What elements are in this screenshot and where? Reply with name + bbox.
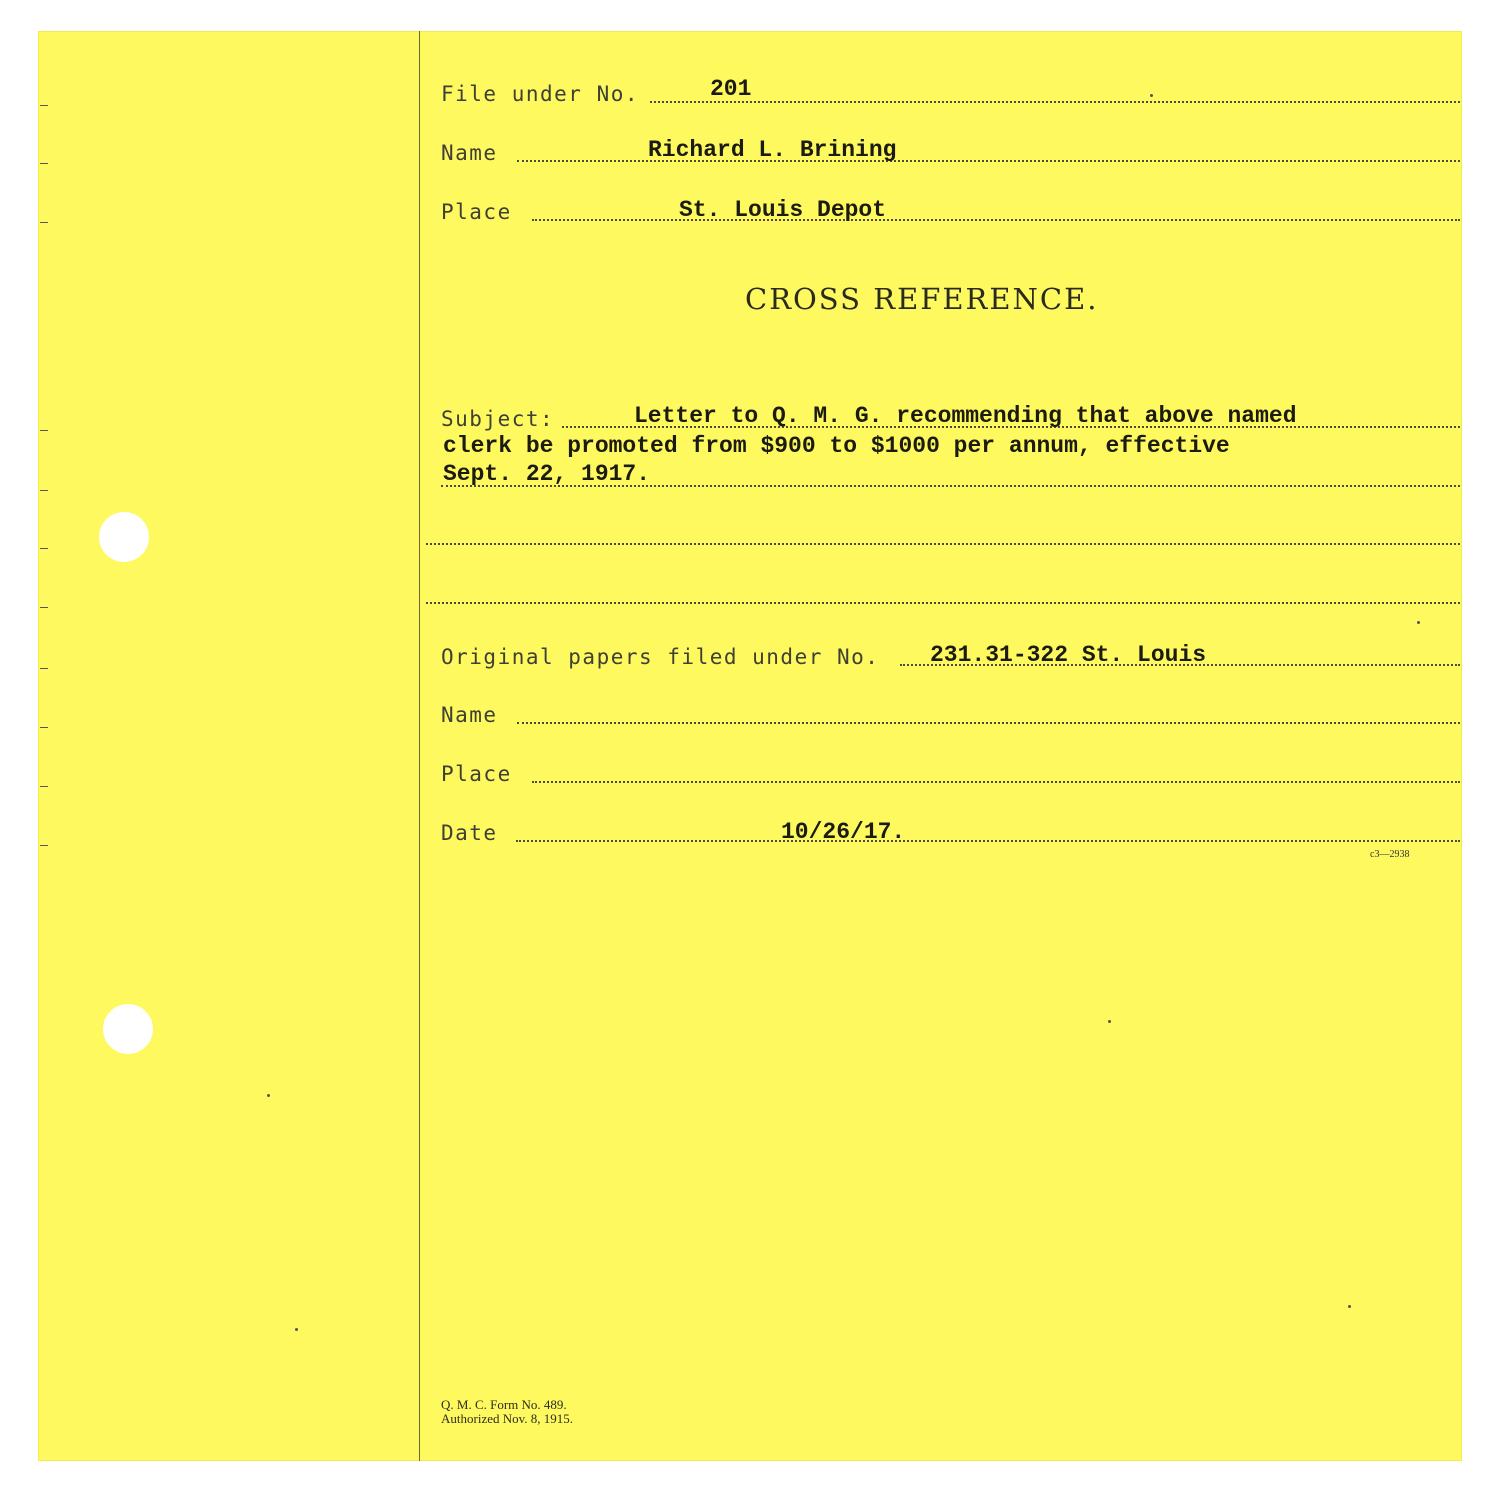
blank-line-1: [426, 543, 1460, 545]
subject-text-line-2: clerk be promoted from $900 to $1000 per annum, effective: [443, 433, 1230, 459]
place-label: Place: [441, 200, 512, 224]
edge-tick: [40, 727, 48, 728]
paper-speck: [1417, 621, 1420, 624]
file-under-line: [650, 101, 1460, 103]
file-under-value: 201: [710, 76, 752, 102]
cross-reference-card: [38, 31, 1462, 1461]
edge-tick: [40, 222, 48, 223]
form-footer-line-1: Q. M. C. Form No. 489.: [441, 1397, 567, 1412]
subject-text-line-3: Sept. 22, 1917.: [443, 461, 651, 487]
edge-tick: [40, 548, 48, 549]
original-name-label: Name: [441, 703, 498, 727]
edge-tick: [40, 105, 48, 106]
subject-text-line-1: Letter to Q. M. G. recommending that above named: [634, 403, 1297, 429]
blank-line-2: [426, 602, 1460, 604]
form-footer-line-2: Authorized Nov. 8, 1915.: [441, 1411, 574, 1426]
original-papers-value: 231.31-322 St. Louis: [930, 642, 1207, 668]
subject-label: Subject:: [441, 407, 555, 431]
margin-rule: [419, 31, 420, 1461]
paper-speck: [1348, 1305, 1351, 1308]
edge-tick: [40, 490, 48, 491]
paper-speck: [267, 1094, 270, 1097]
original-name-line: [517, 722, 1460, 724]
place-line: [532, 219, 1460, 221]
date-label: Date: [441, 821, 498, 845]
date-value: 10/26/17.: [781, 819, 906, 845]
edge-tick: [40, 163, 48, 164]
paper-speck: [1150, 94, 1153, 97]
page-title: CROSS REFERENCE.: [745, 282, 1099, 316]
paper-speck: [1108, 1020, 1111, 1023]
place-value: St. Louis Depot: [679, 197, 887, 223]
original-place-label: Place: [441, 762, 512, 786]
form-footer: [441, 1398, 573, 1426]
subject-line-2: [441, 485, 1460, 487]
original-place-line: [532, 781, 1460, 783]
punch-hole-bottom: [103, 1004, 153, 1054]
original-papers-label: Original papers filed under No.: [441, 645, 880, 669]
file-under-label: File under No.: [441, 82, 640, 106]
paper-speck: [295, 1328, 298, 1331]
form-code: c3—2938: [1370, 849, 1410, 860]
edge-tick: [40, 845, 48, 846]
edge-tick: [40, 668, 48, 669]
name-label: Name: [441, 141, 498, 165]
punch-hole-top: [99, 512, 149, 562]
edge-tick: [40, 786, 48, 787]
name-value: Richard L. Brining: [648, 137, 897, 163]
date-line: [516, 840, 1460, 842]
edge-tick: [40, 607, 48, 608]
edge-tick: [40, 430, 48, 431]
